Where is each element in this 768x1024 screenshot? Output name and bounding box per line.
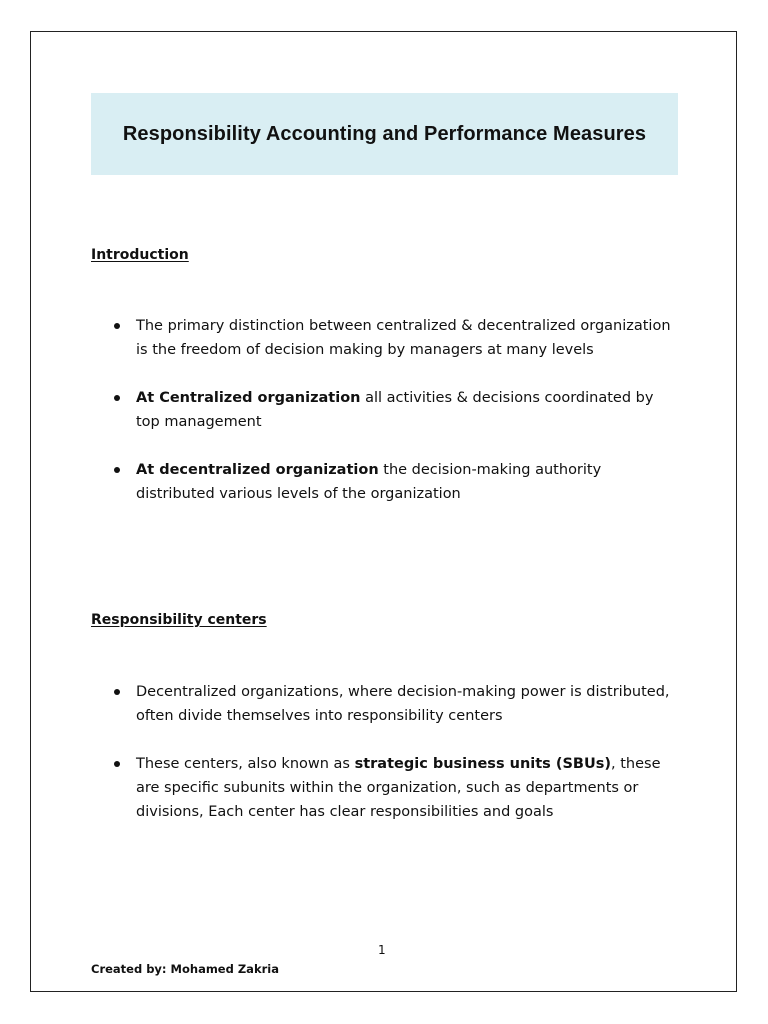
bullet-text: Decentralized organizations, where decision-making power is distributed, often divide themselves into responsibility centers <box>136 684 670 724</box>
list-item <box>112 680 672 728</box>
list-item <box>112 458 672 506</box>
bullet-bold-text: strategic business units (SBUs) <box>354 756 611 772</box>
title-banner <box>91 93 678 175</box>
introduction-list <box>112 314 672 530</box>
responsibility-centers-list <box>112 680 672 848</box>
bullet-icon <box>114 395 120 401</box>
bullet-icon <box>114 323 120 329</box>
list-item <box>112 314 672 362</box>
bullet-text: These centers, also known as <box>136 756 355 772</box>
bullet-text: the decision-making authority distributed various levels of the organization <box>136 462 602 502</box>
bullet-icon <box>114 689 120 695</box>
bullet-bold-text: At Centralized organization <box>136 390 361 406</box>
bullet-text: The primary distinction between centralized & decentralized organization is the freedom of decision making by managers at many levels <box>136 318 671 358</box>
bullet-text-after: , these are specific subunits within the organization, such as departments or divisions, Each center has clear responsibilities and goals <box>136 756 661 820</box>
bullet-bold-text: At decentralized organization <box>136 462 379 478</box>
list-item <box>112 752 672 824</box>
footer-credit: Created by: Mohamed Zakria <box>91 962 279 976</box>
document-title: Responsibility Accounting and Performance Measures <box>122 122 647 145</box>
section-heading-responsibility-centers: Responsibility centers <box>91 612 267 628</box>
section-heading-introduction: Introduction <box>91 247 189 263</box>
bullet-text: all activities & decisions coordinated by top management <box>136 390 654 430</box>
bullet-icon <box>114 761 120 767</box>
list-item <box>112 386 672 434</box>
page-number: 1 <box>378 943 386 957</box>
bullet-icon <box>114 467 120 473</box>
